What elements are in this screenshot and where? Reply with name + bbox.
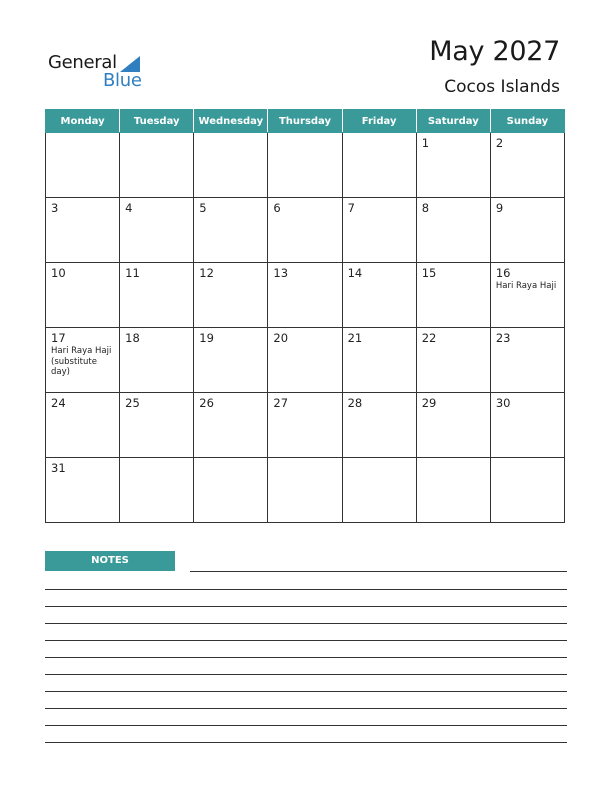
logo-text-blue: Blue <box>103 70 142 91</box>
notes-rule-line <box>45 606 567 607</box>
day-cell <box>490 328 564 393</box>
page-title: May 2027 <box>429 36 560 67</box>
holiday-label: Hari Raya Haji (substitute day) <box>51 346 112 377</box>
day-cell <box>46 133 120 198</box>
weekday-header: Wednesday <box>194 110 268 133</box>
day-cell <box>416 198 490 263</box>
day-cell <box>194 458 268 523</box>
day-number: 1 <box>421 136 430 150</box>
day-cell <box>268 198 342 263</box>
day-cell <box>490 198 564 263</box>
weekday-header: Saturday <box>416 110 490 133</box>
notes-rule-line <box>45 708 567 709</box>
notes-rule-line <box>45 640 567 641</box>
day-number: 19 <box>199 331 214 345</box>
day-number: 27 <box>273 396 289 410</box>
day-number: 8 <box>421 201 430 215</box>
day-cell <box>46 328 120 393</box>
day-cell <box>342 133 416 198</box>
day-number: 5 <box>199 201 207 215</box>
notes-rule-line <box>45 657 567 658</box>
holiday-label: Hari Raya Haji <box>495 281 557 291</box>
brand-logo <box>48 52 158 96</box>
day-number: 23 <box>495 331 511 345</box>
day-number: 31 <box>51 461 66 475</box>
day-number: 29 <box>421 396 437 410</box>
day-cell <box>120 133 194 198</box>
day-cell <box>416 393 490 458</box>
notes-rule-line <box>45 691 567 692</box>
day-number: 9 <box>495 201 504 215</box>
weekday-header: Monday <box>46 110 120 133</box>
day-cell <box>490 458 564 523</box>
day-cell <box>416 263 490 328</box>
weekday-header-row <box>46 110 565 133</box>
day-cell <box>268 393 342 458</box>
day-number: 20 <box>273 331 289 345</box>
day-number: 22 <box>421 331 437 345</box>
day-number: 25 <box>125 396 140 410</box>
week-row <box>46 458 565 523</box>
notes-rule-line <box>45 623 567 624</box>
day-number: 13 <box>273 266 289 280</box>
day-number: 11 <box>125 266 140 280</box>
day-cell <box>194 328 268 393</box>
day-cell <box>120 458 194 523</box>
day-cell <box>120 328 194 393</box>
notes-rule-line <box>45 674 567 675</box>
day-cell <box>120 393 194 458</box>
day-cell <box>268 328 342 393</box>
day-number: 18 <box>125 331 140 345</box>
weekday-header: Friday <box>342 110 416 133</box>
day-number: 2 <box>495 136 504 150</box>
notes-rule-line <box>45 589 567 590</box>
day-number: 16 <box>495 266 511 280</box>
day-cell <box>342 328 416 393</box>
day-cell <box>268 133 342 198</box>
day-number: 17 <box>51 331 66 345</box>
day-cell <box>342 393 416 458</box>
notes-rule-line <box>45 742 567 743</box>
day-number: 12 <box>199 266 214 280</box>
day-cell <box>46 263 120 328</box>
day-number: 7 <box>347 201 355 215</box>
week-row <box>46 133 565 198</box>
notes-rule-line <box>190 571 567 572</box>
day-cell <box>490 133 564 198</box>
day-cell <box>416 133 490 198</box>
region-subtitle: Cocos Islands <box>444 77 560 97</box>
day-cell <box>46 198 120 263</box>
weekday-header: Tuesday <box>120 110 194 133</box>
day-cell <box>342 458 416 523</box>
day-cell <box>194 133 268 198</box>
logo-text-general: General <box>48 52 117 73</box>
day-number: 3 <box>51 201 59 215</box>
day-number: 15 <box>421 266 437 280</box>
day-cell <box>46 393 120 458</box>
day-cell <box>342 198 416 263</box>
week-row <box>46 198 565 263</box>
day-cell <box>120 198 194 263</box>
day-number: 10 <box>51 266 66 280</box>
week-row <box>46 393 565 458</box>
weekday-header: Thursday <box>268 110 342 133</box>
day-cell <box>120 263 194 328</box>
day-cell <box>194 393 268 458</box>
day-cell <box>46 458 120 523</box>
notes-rule-line <box>45 725 567 726</box>
day-number: 24 <box>51 396 66 410</box>
day-number: 21 <box>347 331 363 345</box>
day-cell <box>490 263 564 328</box>
week-row <box>46 328 565 393</box>
day-cell <box>194 263 268 328</box>
weekday-header: Sunday <box>490 110 564 133</box>
day-number: 4 <box>125 201 133 215</box>
day-cell <box>194 198 268 263</box>
day-number: 6 <box>273 201 281 215</box>
day-cell <box>490 393 564 458</box>
day-cell <box>416 458 490 523</box>
day-number: 28 <box>347 396 363 410</box>
day-number: 14 <box>347 266 363 280</box>
day-number: 30 <box>495 396 511 410</box>
calendar-grid <box>45 109 565 523</box>
day-cell <box>342 263 416 328</box>
notes-header: NOTES <box>45 551 175 571</box>
day-cell <box>268 263 342 328</box>
week-row <box>46 263 565 328</box>
day-cell <box>268 458 342 523</box>
day-cell <box>416 328 490 393</box>
day-number: 26 <box>199 396 214 410</box>
